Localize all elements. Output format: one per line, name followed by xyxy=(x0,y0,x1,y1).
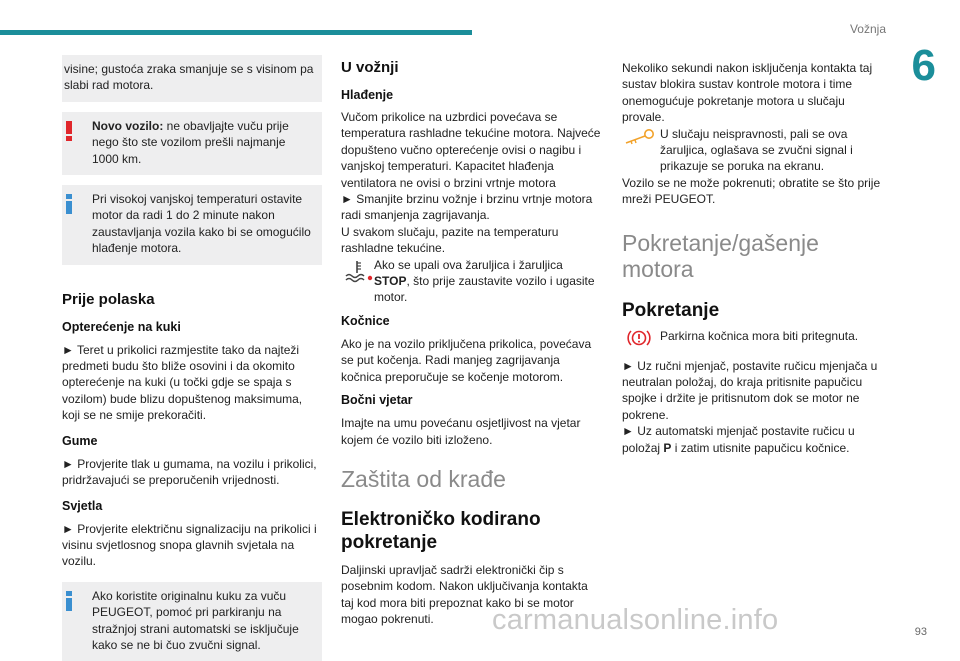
watermark: carmanualsonline.info xyxy=(492,604,779,636)
info-box-cooldown xyxy=(62,185,322,265)
subheading-crosswind: Bočni vjetar xyxy=(341,393,413,408)
towbar-info-text: Ako koristite originalnu kuku za vuču PEUGEOT, pomoć pri parkiranju na stražnjoj strani automatski se isključuje kako se ne bi čuo zvučni signal. xyxy=(92,588,299,652)
tyres-text: ► Provjerite tlak u gumama, na vozilu i prikolici, pridržavajući se preporučenih vrijednosti. xyxy=(62,456,317,488)
lights-text: ► Provjerite električnu signalizaciju na prikolici i visinu svjetlosnog snopa glavnih svjetala na vozilu. xyxy=(62,521,317,569)
subheading-hitch-load: Opterećenje na kuki xyxy=(62,319,181,334)
heading-start-stop-engine: Pokretanje/gašenje motora xyxy=(622,229,819,282)
brakes-text: Ako je na vozilo priključena prikolica, povećava se put kočenja. Radi manjeg zagrijavanja kočnica preporučuje se kočenje motorom. xyxy=(341,336,592,384)
note-box-altitude xyxy=(62,55,322,102)
subheading-tyres: Gume xyxy=(62,433,98,448)
heading-starting: Pokretanje xyxy=(622,299,720,321)
temperature-warning xyxy=(341,257,603,306)
crosswind-text: Imajte na umu povećanu osjetljivost na vjetar kojem će vozilo biti izloženo. xyxy=(341,416,581,447)
malfunction-warning xyxy=(622,126,884,175)
column-middle xyxy=(341,55,603,628)
column-right xyxy=(622,55,884,456)
altitude-text: visine; gustoća zraka smanjuje se s visinom pa slabi rad motora. xyxy=(64,62,314,93)
parking-brake-note xyxy=(622,328,884,350)
position-p: P xyxy=(663,440,672,455)
contact-dealer-text: Vozilo se ne može pokrenuti; obratite se što prije mreži PEUGEOT. xyxy=(622,175,881,207)
immobiliser-block-text: Nekoliko sekundi nakon isključenja kontakta taj sustav blokira sustav kontrole motora i time onemogućuje pokretanje motora u slučaju provale. xyxy=(622,61,873,125)
hitch-load-text: ► Teret u prikolici razmjestite tako da najteži predmeti budu što bliže osovini i da okomito opterećenje na kuki (u točki gdje se spaja s vozilom) bude blizu dopuštenog maksimuma, koji se ne smije prekoračiti. xyxy=(62,342,303,423)
section-title: Vožnja xyxy=(849,22,886,36)
column-left xyxy=(62,55,322,661)
stop-label: STOP xyxy=(374,274,407,289)
header-accent-bar xyxy=(0,30,472,35)
heading-electronic-immobiliser: Elektroničko kodirano pokretanje xyxy=(341,508,541,553)
temperature-warning-line1: Ako se upali ova žaruljica i žaruljica xyxy=(374,257,563,272)
key-warning-icon xyxy=(622,128,656,146)
cooling-bullet: ► Smanjite brzinu vožnje i brzinu vrtnje motora radi smanjenja zagrijavanja. xyxy=(341,192,593,223)
coolant-temperature-icon xyxy=(343,259,373,285)
heading-while-driving: U vožnji xyxy=(341,59,399,76)
malfunction-text xyxy=(622,126,884,175)
automatic-text-a: ► Uz automatski mjenjač postavite ručicu u položaj xyxy=(622,424,855,455)
parking-brake-icon xyxy=(626,328,652,348)
subheading-cooling: Hlađenje xyxy=(341,88,394,102)
manual-gearbox-text: ► Uz ručni mjenjač, postavite ručicu mjenjača u neutralan položaj, do kraja pritisnite papučicu spojke i držite je pritisnutom dok se motor ne pokrene. xyxy=(622,358,878,422)
immobiliser-text: Daljinski upravljač sadrži elektronički čip s posebnim kodom. Nakon uključivanja kontakta taj kod mora biti prepoznat kako bi se motor mogao pokrenuti. xyxy=(341,562,588,627)
page-number: 93 xyxy=(914,626,927,638)
warning-box-new-vehicle xyxy=(62,112,322,175)
subheading-lights: Svjetla xyxy=(62,498,103,513)
heading-theft-protection: Zaštita od krađe xyxy=(341,465,506,492)
warning-text: ne obavljajte vuču prije nego što ste vozilom prešli najmanje 1000 km. xyxy=(92,118,289,166)
warning-label: Novo vozilo: xyxy=(92,118,164,133)
automatic-text-b: i zatim utisnite papučicu kočnice. xyxy=(671,440,850,455)
info-box-towbar xyxy=(62,582,322,661)
cooling-monitor-text: U svakom slučaju, pazite na temperaturu rashladne tekućine. xyxy=(341,224,559,256)
chapter-number: 6 xyxy=(911,41,936,90)
heading-before-departure: Prije polaska xyxy=(62,290,155,308)
warning-icon xyxy=(66,121,72,140)
automatic-gearbox-text xyxy=(622,423,884,456)
parking-brake-text: Parkirna kočnica mora biti pritegnuta. xyxy=(660,328,859,343)
info-icon xyxy=(66,194,72,214)
subheading-brakes: Kočnice xyxy=(341,313,390,328)
info-text: Pri visokoj vanjskoj temperaturi ostavite motor da radi 1 do 2 minute nakon zaustavljanja vozila kako bi se omogućilo hlađenje motora. xyxy=(92,192,311,256)
temperature-warning-line2: , što prije zaustavite vozilo i ugasite motor. xyxy=(374,274,595,305)
cooling-text: Vučom prikolice na uzbrdici povećava se temperatura rashladne tekućine motora. Najveće dopušteno vučno opterećenje ovisi o nagibu i vanjskoj temperaturi. Kapacitet hlađenja ventilatora ne ovisi o brzini vrtnje motora xyxy=(341,110,601,190)
malfunction-line: U slučaju neispravnosti, pali se ova žaruljica, oglašava se zvučni signal i prikazuje se poruka na ekranu. xyxy=(660,126,853,174)
info-icon xyxy=(66,591,72,611)
